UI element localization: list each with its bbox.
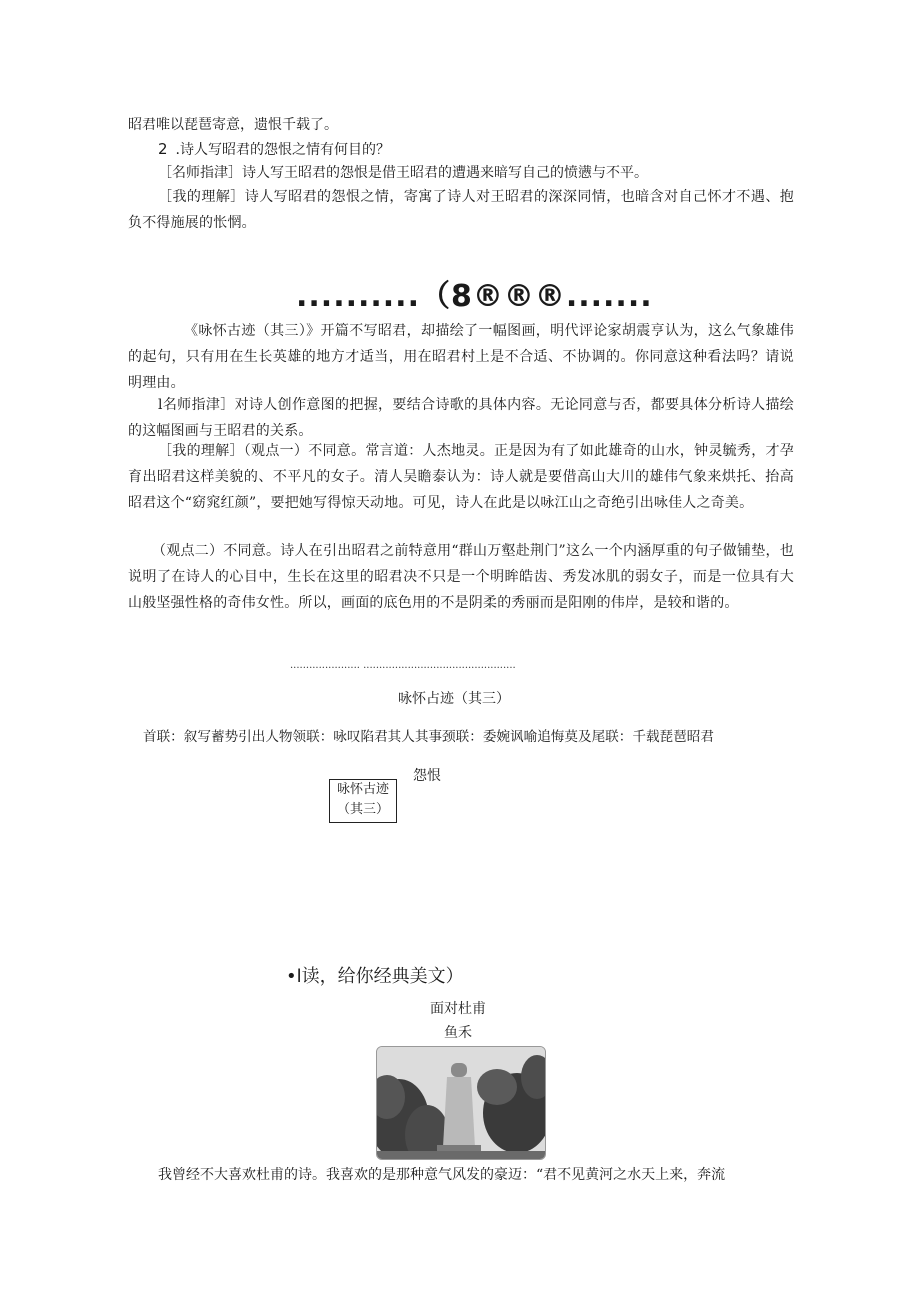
viewpoint-two: （观点二）不同意。诗人在引出昭君之前特意用“群山万壑赴荆门”这么一个内涵厚重的句子做铺垫，也说明了在诗人的心目中，生长在这里的昭君决不只是一个明眸皓齿、秀发冰肌的弱女子，而是一位具有大山般坚强性格的奇伟女性。所以，画面的底色用的不是阴柔的秀丽而是阳刚的伟岸，是较和谐的。 xyxy=(128,543,794,611)
statue-illustration xyxy=(377,1047,545,1159)
teacher-guide-1: ［名师指津］诗人写王昭君的怨恨是借王昭君的遭遇来暗写自己的愤懑与不平。 xyxy=(158,165,648,181)
question-number: 2 xyxy=(158,140,168,158)
statue-photo xyxy=(376,1046,546,1160)
reading-heading: •l读，给你经典美文） xyxy=(286,966,464,987)
question-2 xyxy=(158,136,390,163)
poem-title-box xyxy=(329,779,397,823)
article-title: 面对杜甫 xyxy=(430,1001,486,1017)
summary-title: 咏怀占迹（其三） xyxy=(398,691,510,707)
my-understanding-1: ［我的理解］诗人写昭君的怨恨之情，寄寓了诗人对王昭君的深深同情，也暗含对自己怀才不遇、抱负不得施展的怅惘。 xyxy=(128,189,794,231)
viewpoint-one: ［我的理解］（观点一）不同意。常言道：人杰地灵。正是因为有了如此雄奇的山水，钟灵毓秀，才孕育出昭君这样美貌的、不平凡的女子。清人吴瞻泰认为：诗人就是要借高山大川的雄伟气象来烘托、抬高昭君这个“窈窕红颜”，要把她写得惊天动地。可见，诗人在此是以咏江山之奇绝引出咏佳人之奇美。 xyxy=(128,443,794,511)
dotted-divider: ...................... ................................................ xyxy=(290,660,516,671)
section-banner: ..........（8®®®....... xyxy=(296,279,653,314)
article-author: 鱼禾 xyxy=(444,1025,472,1041)
summary-structure: 首联：叙写蓄势引出人物领联：咏叹陷君其人其事颈联：委婉讽喻追悔莫及尾联：千载琵琶昭君 xyxy=(143,729,714,745)
teacher-guide-2: l名师指津］对诗人创作意图的把握，要结合诗歌的具体内容。无论同意与否，都要具体分析诗人描绘的这幅图画与王昭君的关系。 xyxy=(128,397,794,439)
article-first-line: 我曾经不大喜欢杜甫的诗。我喜欢的是那种意气风发的豪迈：“君不见黄河之水天上来，奔流 xyxy=(158,1167,726,1183)
box-line-1: 咏怀古迹 xyxy=(336,782,389,797)
question-text: .诗人写昭君的怨恨之情有何目的？ xyxy=(175,142,390,158)
text-line-intro: 昭君唯以琵琶寄意，遗恨千载了。 xyxy=(128,117,338,133)
summary-tail: 怨恨 xyxy=(413,768,441,784)
box-line-2: （其三） xyxy=(336,802,389,817)
discussion-question: 《咏怀古迹（其三）》开篇不写昭君，却描绘了一幅图画，明代评论家胡震亨认为，这么气象雄伟的起句，只有用在生长英雄的地方才适当，用在昭君村上是不合适、不协调的。你同意这种看法吗？请说明理由。 xyxy=(128,323,794,391)
